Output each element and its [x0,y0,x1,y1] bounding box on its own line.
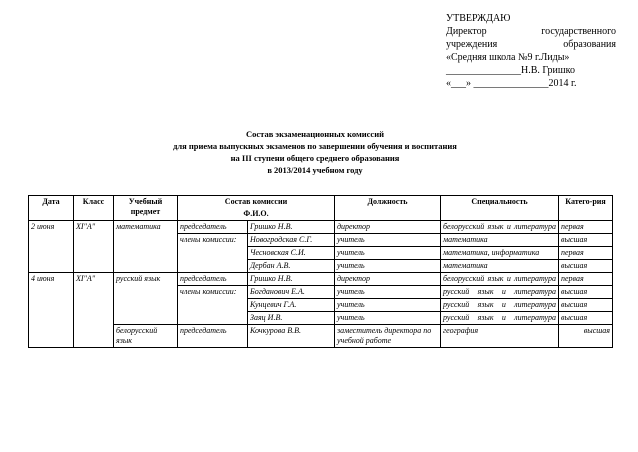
approval-state-word: государственного [541,26,616,37]
header-fio: Ф.И.О. [178,208,335,221]
cell-specialty: география [441,325,559,348]
cell-date: 2 июня [29,221,74,234]
approval-director-line [446,25,616,38]
cell-name: Богданович Е.А. [248,286,335,299]
cell-empty [74,299,114,312]
cell-empty [74,260,114,273]
cell-empty [29,312,74,325]
cell-specialty: белорусский язык и литература [441,221,559,234]
cell-category: высшая [559,325,613,348]
approval-education-word: образования [563,39,616,50]
header-position: Должность [335,196,441,221]
cell-position: заместитель директора по учебной работе [335,325,441,348]
cell-name: Гришко Н.В. [248,273,335,286]
table-row [29,273,613,286]
cell-position: учитель [335,299,441,312]
commission-table [28,195,613,348]
table-row [29,325,613,348]
title-line-3: на III ступени общего среднего образования [230,153,400,163]
header-specialty: Специальность [441,196,559,221]
cell-empty [74,247,114,260]
cell-position: учитель [335,260,441,273]
cell-class: XI"A" [74,221,114,234]
cell-position: директор [335,221,441,234]
cell-empty [74,234,114,247]
cell-empty [29,286,74,299]
table-row [29,299,613,312]
cell-empty [114,234,178,247]
cell-name: Дербан А.В. [248,260,335,273]
cell-position: директор [335,273,441,286]
cell-role: председатель [178,221,248,234]
approval-date-line: «___» _______________2014 г. [446,78,577,89]
header-category: Катего-рия [559,196,613,221]
table-row [29,312,613,325]
cell-empty [114,299,178,312]
table-row [29,260,613,273]
cell-empty [29,260,74,273]
cell-empty [114,260,178,273]
cell-position: учитель [335,312,441,325]
cell-category: первая [559,221,613,234]
cell-name: Кочкурова В.В. [248,325,335,348]
cell-empty [29,234,74,247]
cell-name: Гришко Н.В. [248,221,335,234]
cell-empty [29,247,74,260]
cell-empty [74,286,114,299]
table-header-row [29,196,613,209]
approval-school-name: «Средняя школа №9 г.Лиды» [446,52,570,63]
cell-name: Новогродская С.Г. [248,234,335,247]
cell-position: учитель [335,247,441,260]
cell-specialty: русский язык и литература [441,299,559,312]
cell-date: 4 июня [29,273,74,286]
cell-specialty: русский язык и литература [441,286,559,299]
cell-category: высшая [559,299,613,312]
approval-heading: УТВЕРЖДАЮ [446,13,511,24]
header-subject: Учебный предмет [114,196,178,221]
cell-empty [29,325,74,348]
cell-category: высшая [559,260,613,273]
document-title [100,128,530,176]
cell-category: высшая [559,234,613,247]
cell-category: высшая [559,286,613,299]
approval-director-word: Директор [446,26,487,37]
cell-empty [114,286,178,299]
table-row [29,234,613,247]
title-line-4: в 2013/2014 учебном году [267,165,363,175]
header-date: Дата [29,196,74,221]
approval-block [446,12,616,90]
cell-class: XI"A" [74,273,114,286]
cell-role: председатель [178,273,248,286]
cell-empty [29,299,74,312]
table-row [29,221,613,234]
cell-subject: математика [114,221,178,234]
cell-name: Чесновская С.И. [248,247,335,260]
cell-category: первая [559,273,613,286]
approval-institution-word: учреждения [446,39,498,50]
cell-specialty: русский язык и литература [441,312,559,325]
cell-empty [74,312,114,325]
table-row [29,286,613,299]
approval-institution-line [446,38,616,51]
table-row [29,247,613,260]
cell-role: члены комиссии: [178,286,248,325]
cell-subject: русский язык [114,273,178,286]
header-class: Класс [74,196,114,221]
cell-name: Заяц И.В. [248,312,335,325]
cell-position: учитель [335,286,441,299]
cell-role: члены комиссии: [178,234,248,273]
cell-empty [74,325,114,348]
title-line-1: Состав экзаменационных комиссий [246,129,384,139]
cell-empty [114,247,178,260]
cell-name: Кунцевич Г.А. [248,299,335,312]
cell-empty [114,312,178,325]
cell-specialty: математика, информатика [441,247,559,260]
cell-position: учитель [335,234,441,247]
cell-role: председатель [178,325,248,348]
cell-specialty: математика [441,260,559,273]
cell-specialty: математика [441,234,559,247]
title-line-2: для приема выпускных экзаменов по завершении обучения и воспитания [173,141,457,151]
header-commission: Состав комиссии [178,196,335,209]
cell-subject: белорусский язык [114,325,178,348]
cell-category: первая [559,247,613,260]
cell-category: высшая [559,312,613,325]
approval-signature-line: _______________Н.В. Гришко [446,65,575,76]
cell-specialty: белорусский язык и литература [441,273,559,286]
